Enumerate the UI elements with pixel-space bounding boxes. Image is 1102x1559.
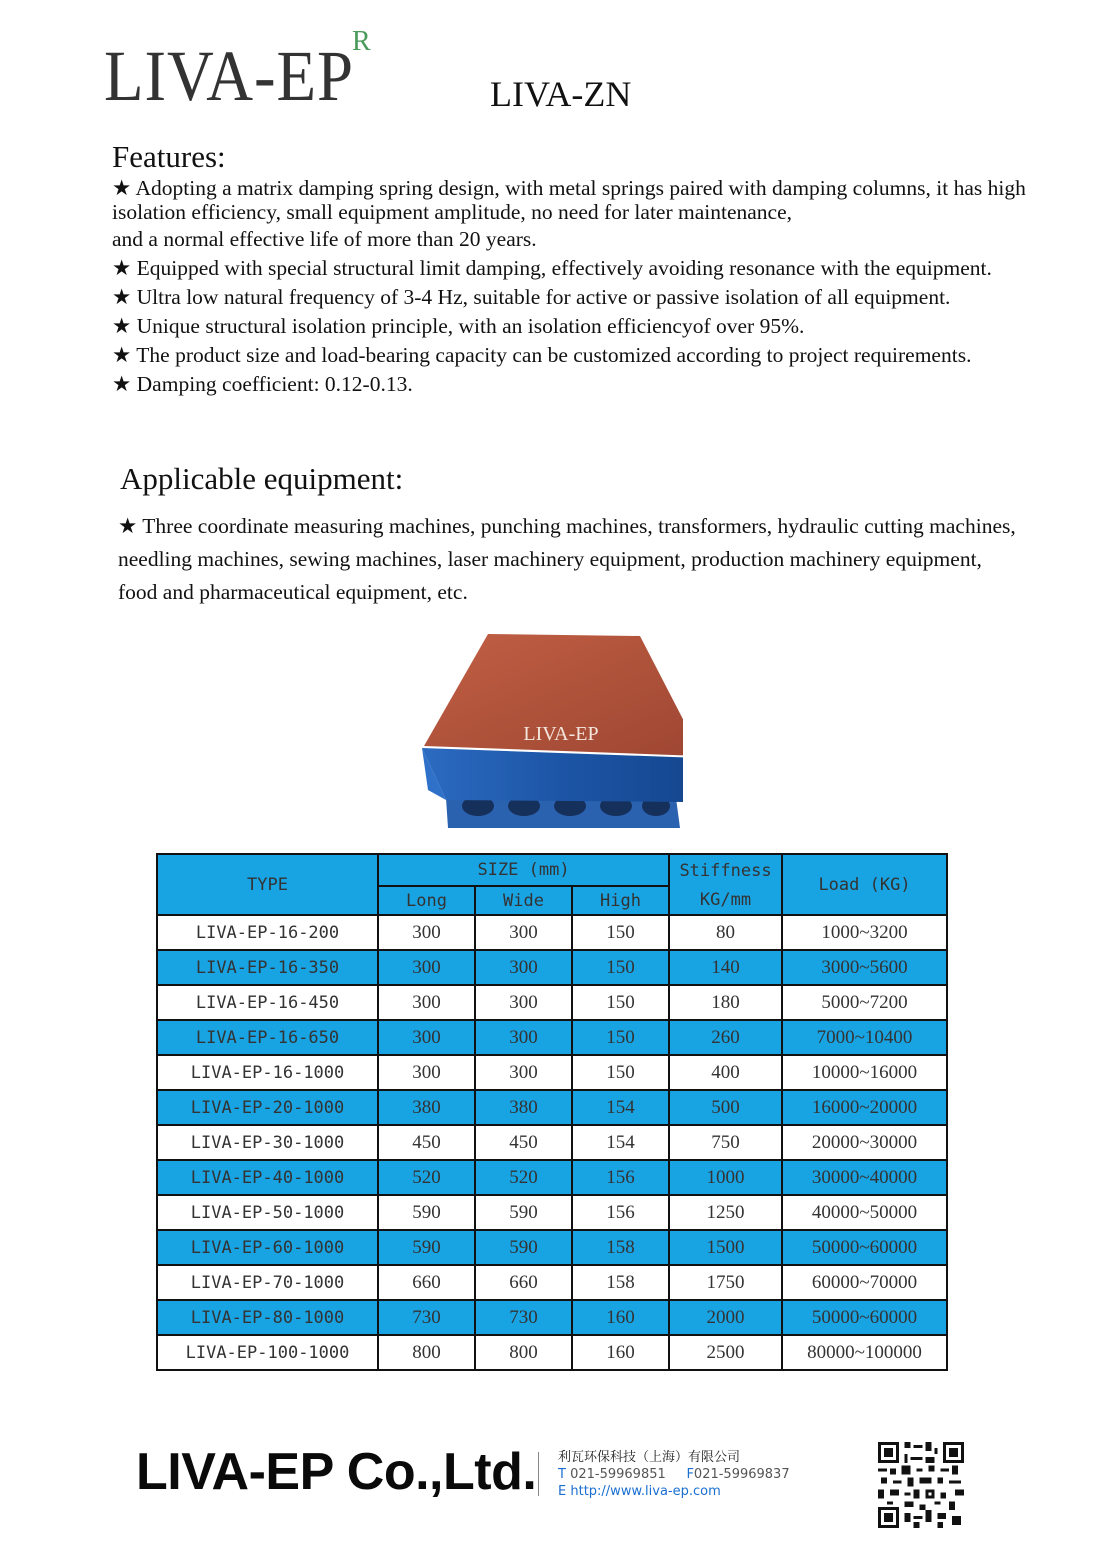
table-row xyxy=(157,915,947,950)
cell-load: 10000~16000 xyxy=(782,1055,947,1090)
header-high: High xyxy=(572,886,669,915)
cell-high: 150 xyxy=(572,1020,669,1055)
phone-label: T xyxy=(558,1467,566,1482)
cell-wide: 520 xyxy=(475,1160,572,1195)
feature-text: Damping coefficient: 0.12-0.13. xyxy=(136,372,413,396)
cell-wide: 300 xyxy=(475,950,572,985)
features-list xyxy=(112,176,1027,401)
feature-item xyxy=(112,256,1027,280)
table-row xyxy=(157,1265,947,1300)
feature-item xyxy=(112,372,1027,396)
cell-high: 150 xyxy=(572,1055,669,1090)
feature-text: The product size and load-bearing capacity can be customized according to project requirements. xyxy=(136,343,972,367)
contact-block xyxy=(558,1449,790,1500)
company-chinese-name: 利瓦环保科技（上海）有限公司 xyxy=(558,1450,741,1465)
registered-mark: R xyxy=(352,26,371,57)
contact-web xyxy=(558,1483,790,1500)
star-icon: ★ xyxy=(112,314,132,338)
cell-wide: 300 xyxy=(475,985,572,1020)
cell-long: 300 xyxy=(378,985,475,1020)
cell-long: 300 xyxy=(378,915,475,950)
table-row xyxy=(157,1300,947,1335)
cell-long: 380 xyxy=(378,1090,475,1125)
feature-text: Adopting a matrix damping spring design, with metal springs paired with damping columns, it has high isolation efficiency, small equipment amplitude, no need for later maintenance, xyxy=(112,176,1026,224)
header-type: TYPE xyxy=(157,854,378,915)
cell-long: 590 xyxy=(378,1195,475,1230)
feature-text: Unique structural isolation principle, with an isolation efficiencyof over 95%. xyxy=(136,314,805,338)
product-image xyxy=(418,630,683,830)
model-title: LIVA-ZN xyxy=(490,74,632,114)
website-link[interactable]: http://www.liva-ep.com xyxy=(570,1484,721,1499)
feature-text: Equipped with special structural limit damping, effectively avoiding resonance with the equipment. xyxy=(136,256,992,280)
cell-long: 590 xyxy=(378,1230,475,1265)
table-row xyxy=(157,1090,947,1125)
cell-stiffness: 1000 xyxy=(669,1160,782,1195)
cell-stiffness: 260 xyxy=(669,1020,782,1055)
header-size: SIZE (mm) xyxy=(378,854,669,886)
fax-label: F xyxy=(686,1467,694,1482)
cell-high: 150 xyxy=(572,950,669,985)
cell-long: 450 xyxy=(378,1125,475,1160)
cell-wide: 380 xyxy=(475,1090,572,1125)
cell-wide: 800 xyxy=(475,1335,572,1370)
cell-load: 5000~7200 xyxy=(782,985,947,1020)
table-row xyxy=(157,1125,947,1160)
spec-table-body xyxy=(157,915,947,1370)
star-icon: ★ xyxy=(112,372,132,396)
table-row xyxy=(157,1230,947,1265)
feature-item xyxy=(112,285,1027,309)
spec-table xyxy=(156,853,948,1371)
header-stiffness-unit: KG/mm xyxy=(669,886,782,915)
star-icon: ★ xyxy=(118,514,138,538)
cell-load: 16000~20000 xyxy=(782,1090,947,1125)
cell-load: 80000~100000 xyxy=(782,1335,947,1370)
cell-long: 660 xyxy=(378,1265,475,1300)
cell-load: 40000~50000 xyxy=(782,1195,947,1230)
cell-wide: 660 xyxy=(475,1265,572,1300)
table-row xyxy=(157,1020,947,1055)
feature-item xyxy=(112,176,1027,251)
table-row xyxy=(157,950,947,985)
applicable-text-block xyxy=(118,510,1018,609)
company-name: LIVA-EP Co.,Ltd. xyxy=(136,1443,537,1501)
cell-stiffness: 1750 xyxy=(669,1265,782,1300)
cell-long: 300 xyxy=(378,950,475,985)
cell-load: 30000~40000 xyxy=(782,1160,947,1195)
feature-item xyxy=(112,343,1027,367)
cell-load: 50000~60000 xyxy=(782,1230,947,1265)
cell-type: LIVA-EP-30-1000 xyxy=(157,1125,378,1160)
cell-type: LIVA-EP-16-350 xyxy=(157,950,378,985)
cell-load: 20000~30000 xyxy=(782,1125,947,1160)
cell-high: 154 xyxy=(572,1090,669,1125)
cell-high: 156 xyxy=(572,1160,669,1195)
cell-type: LIVA-EP-20-1000 xyxy=(157,1090,378,1125)
header-long: Long xyxy=(378,886,475,915)
table-row xyxy=(157,985,947,1020)
cell-high: 158 xyxy=(572,1230,669,1265)
housing-body xyxy=(422,748,683,802)
cell-stiffness: 400 xyxy=(669,1055,782,1090)
cell-stiffness: 500 xyxy=(669,1090,782,1125)
cell-wide: 590 xyxy=(475,1195,572,1230)
cell-wide: 730 xyxy=(475,1300,572,1335)
cell-load: 3000~5600 xyxy=(782,950,947,985)
cell-wide: 450 xyxy=(475,1125,572,1160)
cell-stiffness: 2500 xyxy=(669,1335,782,1370)
qr-code-icon xyxy=(878,1442,964,1528)
feature-text: Ultra low natural frequency of 3-4 Hz, suitable for active or passive isolation of all equipment. xyxy=(136,285,951,309)
cell-stiffness: 1250 xyxy=(669,1195,782,1230)
star-icon: ★ xyxy=(112,256,132,280)
cell-type: LIVA-EP-80-1000 xyxy=(157,1300,378,1335)
cell-type: LIVA-EP-16-1000 xyxy=(157,1055,378,1090)
feature-item xyxy=(112,314,1027,338)
cell-high: 158 xyxy=(572,1265,669,1300)
table-row xyxy=(157,1160,947,1195)
cell-long: 520 xyxy=(378,1160,475,1195)
cell-long: 300 xyxy=(378,1020,475,1055)
product-label: LIVA-EP xyxy=(523,723,599,745)
table-row xyxy=(157,1335,947,1370)
cell-type: LIVA-EP-60-1000 xyxy=(157,1230,378,1265)
cell-high: 160 xyxy=(572,1335,669,1370)
cell-type: LIVA-EP-70-1000 xyxy=(157,1265,378,1300)
cell-stiffness: 180 xyxy=(669,985,782,1020)
cell-high: 160 xyxy=(572,1300,669,1335)
cell-wide: 590 xyxy=(475,1230,572,1265)
cell-type: LIVA-EP-40-1000 xyxy=(157,1160,378,1195)
cell-stiffness: 2000 xyxy=(669,1300,782,1335)
star-icon: ★ xyxy=(112,343,132,367)
cell-wide: 300 xyxy=(475,1055,572,1090)
features-heading: Features: xyxy=(112,139,226,174)
cell-high: 156 xyxy=(572,1195,669,1230)
cell-type: LIVA-EP-50-1000 xyxy=(157,1195,378,1230)
feature-text-continued: and a normal effective life of more than 20 years. xyxy=(112,227,537,251)
table-row xyxy=(157,1055,947,1090)
cell-type: LIVA-EP-100-1000 xyxy=(157,1335,378,1370)
cell-type: LIVA-EP-16-450 xyxy=(157,985,378,1020)
cell-stiffness: 1500 xyxy=(669,1230,782,1265)
applicable-heading: Applicable equipment: xyxy=(120,461,404,496)
cell-wide: 300 xyxy=(475,915,572,950)
table-row xyxy=(157,1195,947,1230)
email-label: E xyxy=(558,1484,567,1499)
cell-long: 730 xyxy=(378,1300,475,1335)
cell-high: 150 xyxy=(572,915,669,950)
cell-stiffness: 750 xyxy=(669,1125,782,1160)
header-wide: Wide xyxy=(475,886,572,915)
header-stiffness: Stiffness xyxy=(669,854,782,886)
cell-stiffness: 80 xyxy=(669,915,782,950)
cell-long: 300 xyxy=(378,1055,475,1090)
cell-type: LIVA-EP-16-200 xyxy=(157,915,378,950)
cell-type: LIVA-EP-16-650 xyxy=(157,1020,378,1055)
cell-load: 50000~60000 xyxy=(782,1300,947,1335)
cell-high: 150 xyxy=(572,985,669,1020)
header-load: Load (KG) xyxy=(782,854,947,915)
applicable-text: Three coordinate measuring machines, punching machines, transformers, hydraulic cutting machines, needling machines, sewing machines, laser machinery equipment, production machinery equipment, food and pharmaceutical equipment, etc. xyxy=(118,514,1016,604)
star-icon: ★ xyxy=(112,285,132,309)
phone-number: 021-59969851 xyxy=(570,1467,666,1482)
contact-phone-fax xyxy=(558,1466,790,1483)
brand-logo: LIVA-EP xyxy=(104,36,354,116)
cell-load: 7000~10400 xyxy=(782,1020,947,1055)
cell-long: 800 xyxy=(378,1335,475,1370)
footer-divider xyxy=(538,1452,539,1496)
cell-wide: 300 xyxy=(475,1020,572,1055)
cell-load: 1000~3200 xyxy=(782,915,947,950)
cell-load: 60000~70000 xyxy=(782,1265,947,1300)
cell-high: 154 xyxy=(572,1125,669,1160)
fax-number: 021-59969837 xyxy=(693,1467,790,1482)
star-icon: ★ xyxy=(112,176,132,200)
cell-stiffness: 140 xyxy=(669,950,782,985)
